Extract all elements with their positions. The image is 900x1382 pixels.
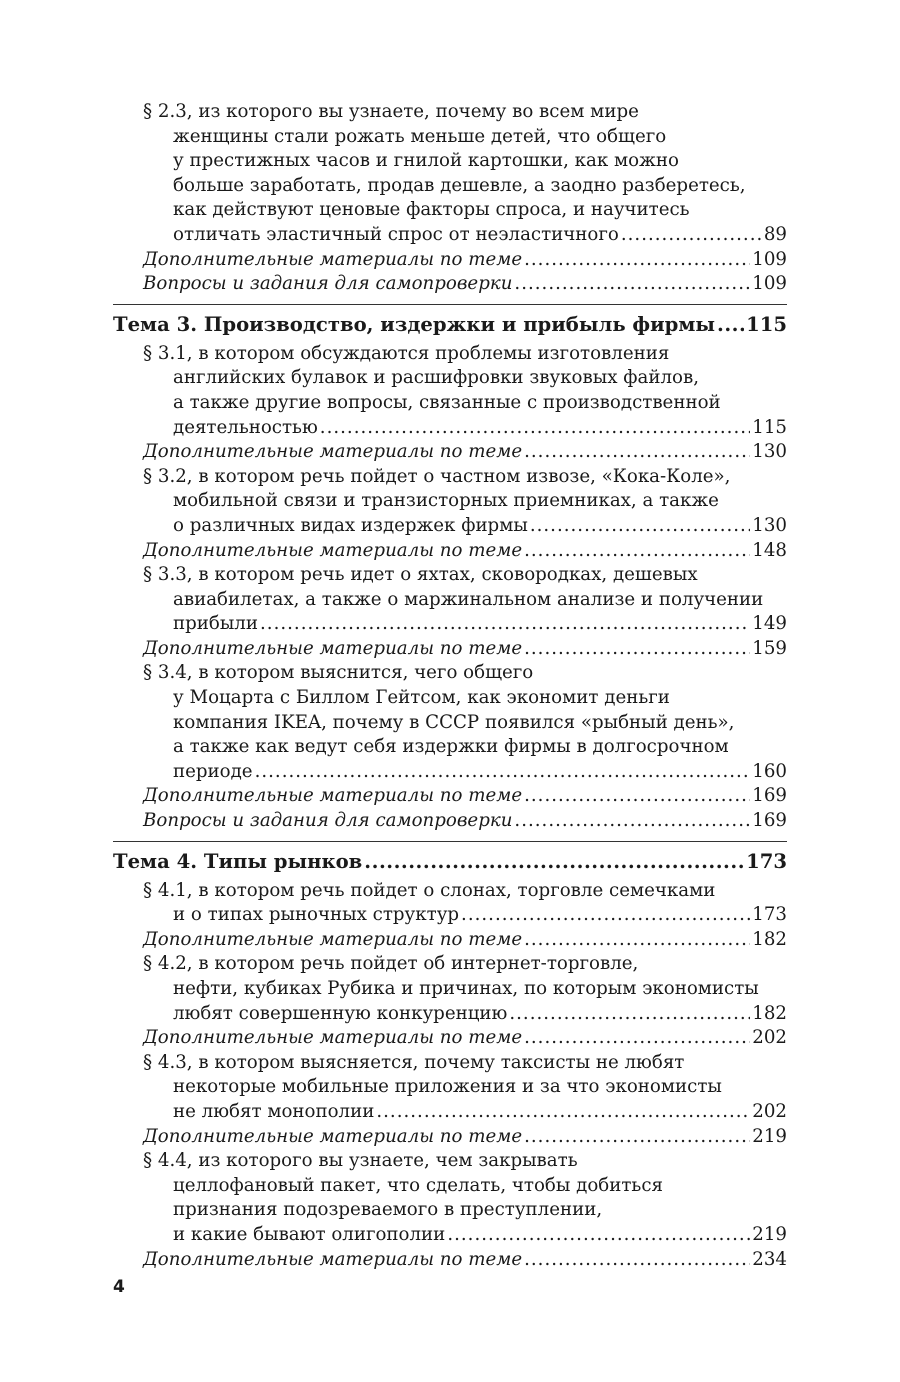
section-line: признания подозреваемого в преступлении, xyxy=(173,1199,603,1221)
section-page-number: 149 xyxy=(752,613,787,635)
topic-page-number: 173 xyxy=(746,849,787,873)
leader-dots xyxy=(524,928,750,953)
leader-dots xyxy=(530,514,750,539)
section-line: § 3.4, в котором выяснится, чего общего xyxy=(143,662,534,684)
leader-dots xyxy=(524,637,750,662)
section-line: а также как ведут себя издержки фирмы в долгосрочном xyxy=(173,736,729,758)
topic-page-number: 115 xyxy=(746,312,787,336)
leader-dots xyxy=(524,539,750,564)
section-line-text: не любят монополии xyxy=(173,1100,375,1122)
leader-dots xyxy=(621,223,762,248)
section-line: § 4.2, в котором речь пойдет об интернет-торговле, xyxy=(143,953,639,975)
section-page-number: 130 xyxy=(752,514,787,536)
section-page-number: 89 xyxy=(763,223,787,245)
section-line xyxy=(143,612,787,637)
toc-section-entry xyxy=(113,952,787,1026)
section-line-text: о различных видах издержек фирмы xyxy=(173,514,528,536)
additional-item-title: Дополнительные материалы по теме xyxy=(143,637,523,659)
section-line-text: прибыли xyxy=(173,613,258,635)
section-line xyxy=(143,223,787,248)
additional-item-page-number: 169 xyxy=(752,810,787,832)
toc-additional-item xyxy=(113,248,787,273)
section-line xyxy=(143,1002,787,1027)
section-line xyxy=(143,760,787,785)
section-line: § 4.4, из которого вы узнаете, чем закрывать xyxy=(143,1150,578,1172)
toc-topic-heading xyxy=(113,304,787,342)
toc-section-entry xyxy=(113,100,787,248)
additional-item-title: Дополнительные материалы по теме xyxy=(143,1248,523,1270)
section-line-text: деятельностью xyxy=(173,416,318,438)
section-line: некоторые мобильные приложения и за что экономисты xyxy=(173,1076,722,1098)
toc-additional-item xyxy=(113,928,787,953)
additional-item-page-number: 202 xyxy=(752,1027,787,1049)
additional-item-page-number: 148 xyxy=(752,539,787,561)
additional-item-title: Дополнительные материалы по теме xyxy=(143,441,523,463)
leader-dots xyxy=(447,1223,750,1248)
section-line: § 3.1, в котором обсуждаются проблемы изготовления xyxy=(143,342,670,364)
section-line: авиабилетах, а также о маржинальном анализе и получении xyxy=(173,588,764,610)
additional-item-page-number: 182 xyxy=(752,928,787,950)
toc-section-entry xyxy=(113,342,787,440)
toc-additional-item xyxy=(113,1125,787,1150)
additional-item-page-number: 169 xyxy=(752,785,787,807)
section-page-number: 202 xyxy=(752,1100,787,1122)
toc-additional-item xyxy=(113,272,787,297)
section-line-text: периоде xyxy=(173,760,253,782)
section-line: § 2.3, из которого вы узнаете, почему во всем мире xyxy=(143,101,639,122)
toc-section-entry xyxy=(113,661,787,784)
toc-additional-item xyxy=(113,539,787,564)
section-line: как действуют ценовые факторы спроса, и научитесь xyxy=(173,199,690,221)
section-line-text: и какие бывают олигополии xyxy=(173,1223,446,1245)
additional-item-page-number: 109 xyxy=(752,248,787,270)
section-line-text: отличать эластичный спрос от неэластичного xyxy=(173,223,619,245)
section-line xyxy=(143,1223,787,1248)
section-line xyxy=(143,1100,787,1125)
section-line: нефти, кубиках Рубика и причинах, по которым экономисты xyxy=(173,978,759,999)
leader-dots xyxy=(524,1248,750,1273)
additional-item-page-number: 234 xyxy=(752,1248,787,1270)
section-line-text: и о типах рыночных структур xyxy=(173,904,460,926)
toc-section-entry xyxy=(113,465,787,539)
leader-dots xyxy=(364,850,744,874)
section-line: больше заработать, продав дешевле, а заодно разберетесь, xyxy=(173,174,746,196)
section-line: у Моцарта с Биллом Гейтсом, как экономит деньги xyxy=(173,687,670,709)
toc-topic-heading xyxy=(113,841,787,879)
toc-section-entry xyxy=(113,1149,787,1247)
section-line: целлофановый пакет, что сделать, чтобы добиться xyxy=(173,1174,663,1196)
topic-title: Тема 4. Типы рынков xyxy=(113,849,363,873)
additional-item-title: Дополнительные материалы по теме xyxy=(143,1125,523,1147)
leader-dots xyxy=(509,1002,750,1027)
toc-additional-item xyxy=(113,784,787,809)
toc-additional-item xyxy=(113,637,787,662)
section-page-number: 219 xyxy=(752,1223,787,1245)
toc-additional-item xyxy=(113,1248,787,1273)
page-number: 4 xyxy=(113,1277,125,1297)
section-line-text: любят совершенную конкуренцию xyxy=(173,1002,508,1024)
toc-additional-item xyxy=(113,1026,787,1051)
section-line xyxy=(143,903,787,928)
leader-dots xyxy=(524,1026,750,1051)
additional-item-title: Дополнительные материалы по теме xyxy=(143,1027,523,1049)
section-line: английских булавок и расшифровки звуковых файлов, xyxy=(173,367,699,389)
section-page-number: 115 xyxy=(752,416,787,438)
additional-item-title: Дополнительные материалы по теме xyxy=(143,785,523,807)
additional-item-page-number: 130 xyxy=(752,441,787,463)
toc-section-entry xyxy=(113,1051,787,1125)
leader-dots xyxy=(514,809,750,834)
section-line: § 3.2, в котором речь пойдет о частном извозе, «Кока-Коле», xyxy=(143,465,731,487)
additional-item-title: Вопросы и задания для самопроверки xyxy=(143,273,513,295)
leader-dots xyxy=(260,612,750,637)
toc-section-entry xyxy=(113,879,787,928)
section-line: § 4.1, в котором речь пойдет о слонах, торговле семечками xyxy=(143,879,716,901)
section-page-number: 182 xyxy=(752,1002,787,1024)
additional-item-title: Дополнительные материалы по теме xyxy=(143,928,523,950)
table-of-contents xyxy=(113,100,787,1272)
additional-item-title: Дополнительные материалы по теме xyxy=(143,539,523,561)
section-page-number: 173 xyxy=(752,904,787,926)
leader-dots xyxy=(524,248,750,273)
section-page-number: 160 xyxy=(752,760,787,782)
toc-additional-item xyxy=(113,809,787,834)
section-line: а также другие вопросы, связанные с производственной xyxy=(173,391,721,413)
leader-dots xyxy=(524,1125,750,1150)
leader-dots xyxy=(461,903,750,928)
leader-dots xyxy=(255,760,751,785)
section-line: мобильной связи и транзисторных приемниках, а также xyxy=(173,490,719,512)
topic-title: Тема 3. Производство, издержки и прибыль фирмы xyxy=(113,312,716,336)
leader-dots xyxy=(524,440,750,465)
section-line: § 4.3, в котором выясняется, почему таксисты не любят xyxy=(143,1051,685,1073)
additional-item-page-number: 159 xyxy=(752,637,787,659)
additional-item-page-number: 219 xyxy=(752,1125,787,1147)
toc-additional-item xyxy=(113,440,787,465)
leader-dots xyxy=(717,313,744,337)
additional-item-title: Дополнительные материалы по теме xyxy=(143,248,523,270)
section-line xyxy=(143,514,787,539)
section-line: § 3.3, в котором речь идет о яхтах, сковородках, дешевых xyxy=(143,564,698,586)
additional-item-page-number: 109 xyxy=(752,273,787,295)
toc-section-entry xyxy=(113,563,787,637)
section-line: женщины стали рожать меньше детей, что общего xyxy=(173,125,667,147)
additional-item-title: Вопросы и задания для самопроверки xyxy=(143,810,513,832)
section-line: компания IKEA, почему в СССР появился «рыбный день», xyxy=(173,711,735,733)
leader-dots xyxy=(376,1100,750,1125)
section-line: у престижных часов и гнилой картошки, как можно xyxy=(173,150,679,172)
section-line xyxy=(143,416,787,441)
leader-dots xyxy=(320,416,751,441)
leader-dots xyxy=(514,272,750,297)
leader-dots xyxy=(524,784,750,809)
